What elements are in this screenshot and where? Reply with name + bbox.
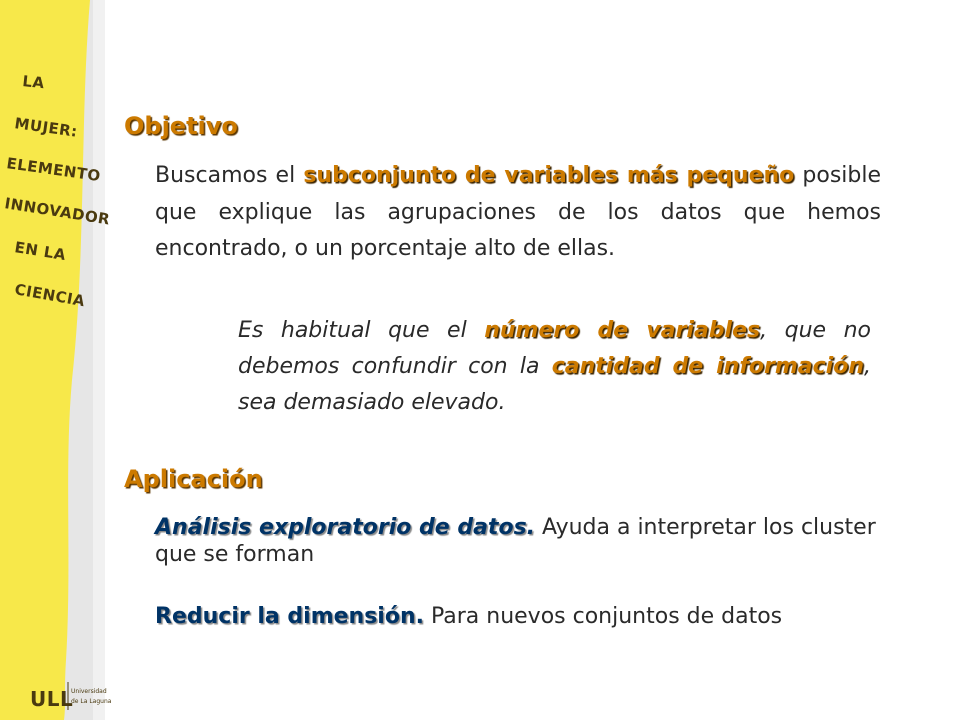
aplicacion-item-2-text: Para nuevos conjuntos de datos: [423, 604, 783, 629]
ull-logo-text-2: de La Laguna: [71, 698, 112, 705]
sidebar-graphic: [0, 0, 112, 720]
aplicacion-item-1-lead: Análisis exploratorio de datos.: [155, 515, 536, 540]
note-emphasis-2: cantidad de información: [551, 354, 864, 379]
note-emphasis-1: número de variables: [484, 318, 761, 343]
sidebar-line-3: ELEMENTO: [5, 154, 102, 186]
sidebar-line-4: INNOVADOR: [3, 194, 112, 229]
objetivo-note: [238, 313, 871, 421]
sidebar-edge: [93, 0, 105, 720]
sidebar-line-2: MUJER:: [13, 114, 79, 141]
aplicacion-heading: Aplicación: [124, 465, 263, 493]
sidebar-line-1: LA: [21, 72, 46, 93]
aplicacion-item-2-lead: Reducir la dimensión.: [155, 604, 424, 629]
aplicacion-item-2: [155, 603, 945, 630]
note-text-3: , sea demasiado elevado.: [238, 354, 871, 415]
objetivo-emphasis-1: subconjunto de variables más pequeño: [303, 163, 795, 188]
ull-logo-mark: ULL: [30, 687, 74, 711]
note-text-1: Es habitual que el: [238, 318, 485, 343]
objetivo-heading: Objetivo: [124, 112, 238, 140]
objetivo-text-1: Buscamos el: [155, 163, 304, 188]
sidebar-line-5: EN LA: [13, 238, 68, 265]
aplicacion-item-1: [155, 514, 895, 568]
objetivo-text-2: posible que explique las agrupaciones de los datos que hemos encontrado, o un porcentaje alto de ellas.: [155, 163, 882, 261]
note-text-2: , que no debemos confundir con la: [238, 318, 871, 379]
ull-logo-text-1: Universidad: [71, 688, 107, 695]
sidebar-line-6: CIENCIA: [13, 280, 87, 311]
aplicacion-item-1-text: Ayuda a interpretar los cluster que se forman: [155, 515, 876, 567]
sidebar-banner: [0, 0, 112, 720]
objetivo-paragraph: [155, 158, 881, 268]
